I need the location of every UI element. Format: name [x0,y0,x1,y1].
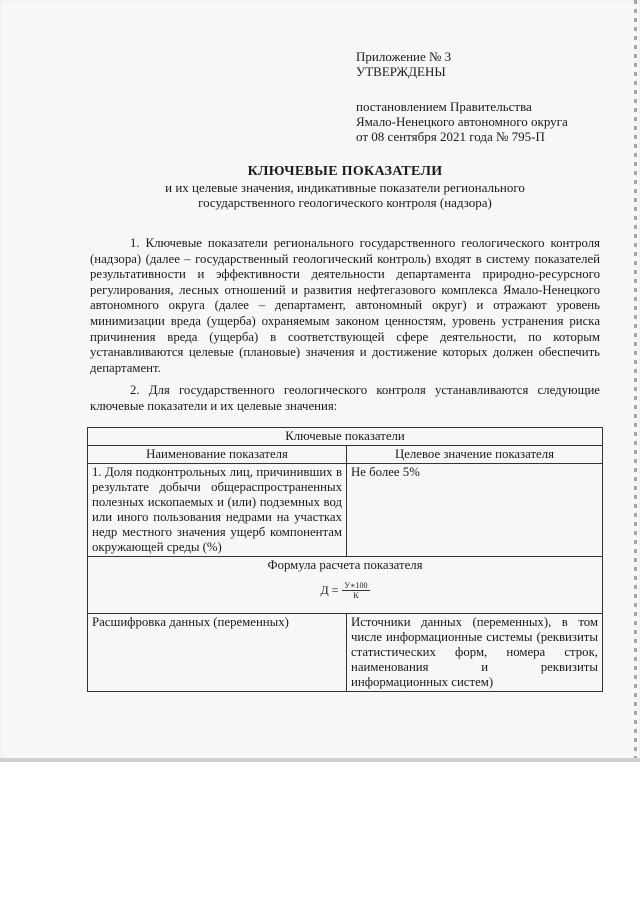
paragraph-2: 2. Для государственного геологического контроля устанавливаются следующие ключевые показатели и их целевые значения: [90,383,600,413]
scan-bottom-edge [0,758,640,762]
paragraph-1: 1. Ключевые показатели регионального государственного геологического контроля (надзора) (далее – государственный геологический контроль) входят в систему показателей результативности и эффективности деятельности департамента природно-ресурсного регулирования, лесных отношений и развития нефтегазового комплекса Ямало-Ненецкого автономного округа (далее – департамент, автономный округ) и отражают уровень минимизации вреда (ущерба) охраняемым законом ценностям, уровень устранения риска причинения вреда (ущерба) в соответствующей сфере деятельности, по которым устанавливаются целевые (плановые) значения и достижение которых должен обеспечить департамент. [90,236,600,375]
approval-block [356,49,616,144]
formula-numerator: У∗100 [344,581,368,590]
formula-lhs: Д = [320,583,339,597]
subtitle-line: и их целевые значения, индикативные показатели регионального [165,180,525,195]
indicator-target: Не более 5% [347,464,603,557]
key-indicators-table [87,427,603,692]
column-header-name: Наименование показателя [88,446,347,464]
table-header: Ключевые показатели [88,428,603,446]
scan-edge [634,0,637,762]
appendix-number: Приложение № 3 [356,49,452,64]
formula-title: Формула расчета показателя [267,558,423,572]
approved-label: УТВЕРЖДЕНЫ [356,64,446,79]
approval-date: от 08 сентября 2021 года № 795-П [356,129,545,144]
formula-denominator: К [353,591,359,600]
document-subtitle [90,180,600,210]
subtitle-line: государственного геологического контроля (надзора) [198,195,492,210]
formula-fraction [342,581,369,600]
formula [320,581,369,600]
sources-label: Источники данных (переменных), в том числе информационные системы (реквизиты статистических форм, номера строк, наименования и реквизиты информационных систем) [347,614,603,692]
approval-line: Ямало-Ненецкого автономного округа [356,114,568,129]
formula-cell [88,557,603,614]
column-header-target: Целевое значение показателя [347,446,603,464]
document-title: КЛЮЧЕВЫЕ ПОКАЗАТЕЛИ [247,164,443,179]
indicator-name: 1. Доля подконтрольных лиц, причинивших в результате добычи общераспространенных полезных ископаемых и (или) подземных вод или иного пользования недрами на участках недр местного значения ущерб компонентам окружающей среды (%) [88,464,347,557]
decode-label: Расшифровка данных (переменных) [88,614,347,692]
approval-line: постановлением Правительства [356,99,532,114]
